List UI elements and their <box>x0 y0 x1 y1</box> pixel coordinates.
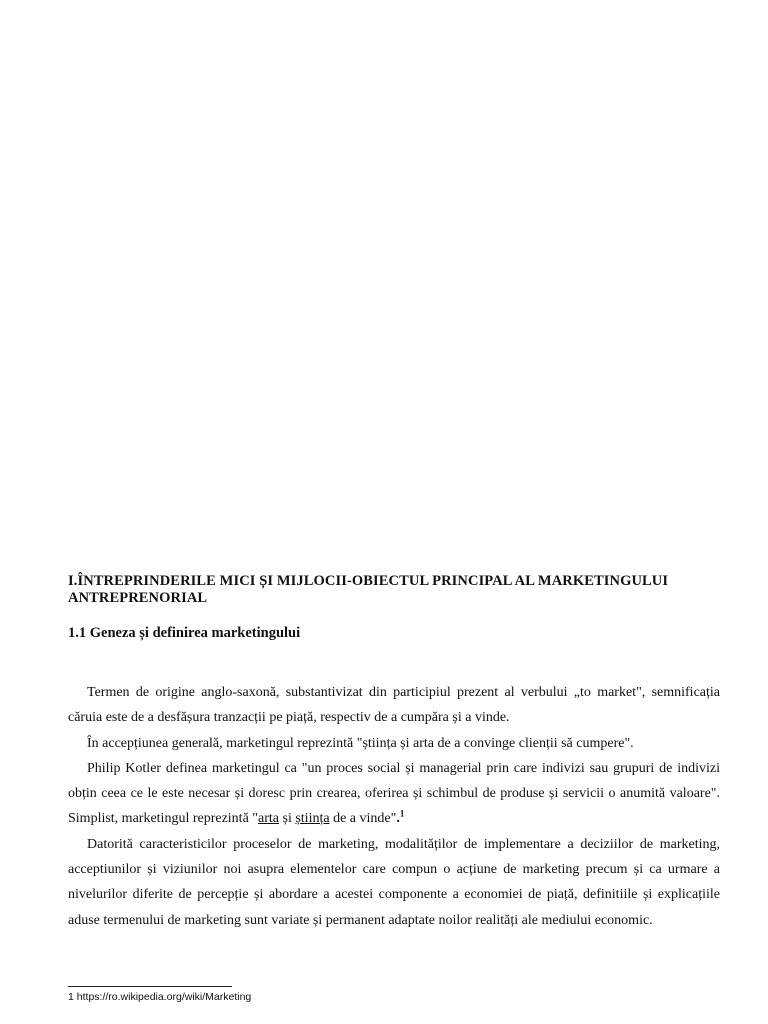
paragraph-definitions-variety: Datorită caracteristicilor proceselor de marketing, modalităților de implementare a deciziilor de marketing, acceptiunilor și viziunilor noi asupra elementelor care compun o acțiune de marketing precum și ca urmare a nivelurilor diferite de percepție și abordare a acestei componente a economiei de piață, definitiile și explicațiile aduse termenului de marketing sunt variate și permanent adaptate noilor realități ale mediului economic. <box>68 836 720 928</box>
paragraph-kotler-definition <box>68 756 720 832</box>
kotler-tail: de a vinde" <box>329 811 397 827</box>
underlined-arta: arta <box>258 811 279 827</box>
underlined-stiinta: știința <box>295 811 330 827</box>
footnote-reference[interactable]: 1 <box>399 808 405 819</box>
section-title: 1.1 Geneza și definirea marketingului <box>68 625 301 641</box>
paragraph-origin: Termen de origine anglo-saxonă, substantivizat din participiul prezent al verbului „to market", semnificația căruia este de a desfășura tranzacții pe piață, respectiv de a cumpăra și a vinde. <box>68 685 720 726</box>
footnote-link[interactable]: https://ro.wikipedia.org/wiki/Marketing <box>76 991 252 1003</box>
chapter-title: I.ÎNTREPRINDERILE MICI ȘI MIJLOCII-OBIECTUL PRINCIPAL AL MARKETINGULUI ANTREPRENORIAL <box>68 573 669 606</box>
body-text <box>68 680 720 933</box>
footnote-separator <box>68 986 232 987</box>
paragraph-general-meaning: În accepțiunea generală, marketingul reprezintă "știința și arta de a convinge clienții să cumpere". <box>87 735 634 751</box>
footnote <box>68 991 251 1004</box>
footnote-number: 1 <box>68 991 74 1003</box>
kotler-connector: și <box>279 811 296 827</box>
kotler-period: . <box>396 811 400 827</box>
kotler-text: Philip Kotler definea marketingul ca "un proces social și managerial prin care indivizi sau grupuri de indivizi obțin ceea ce le este necesar și doresc prin crearea, oferirea și schimbul de produse și servicii o anumită valoare". Simplist, marketingul reprezintă " <box>68 760 720 827</box>
